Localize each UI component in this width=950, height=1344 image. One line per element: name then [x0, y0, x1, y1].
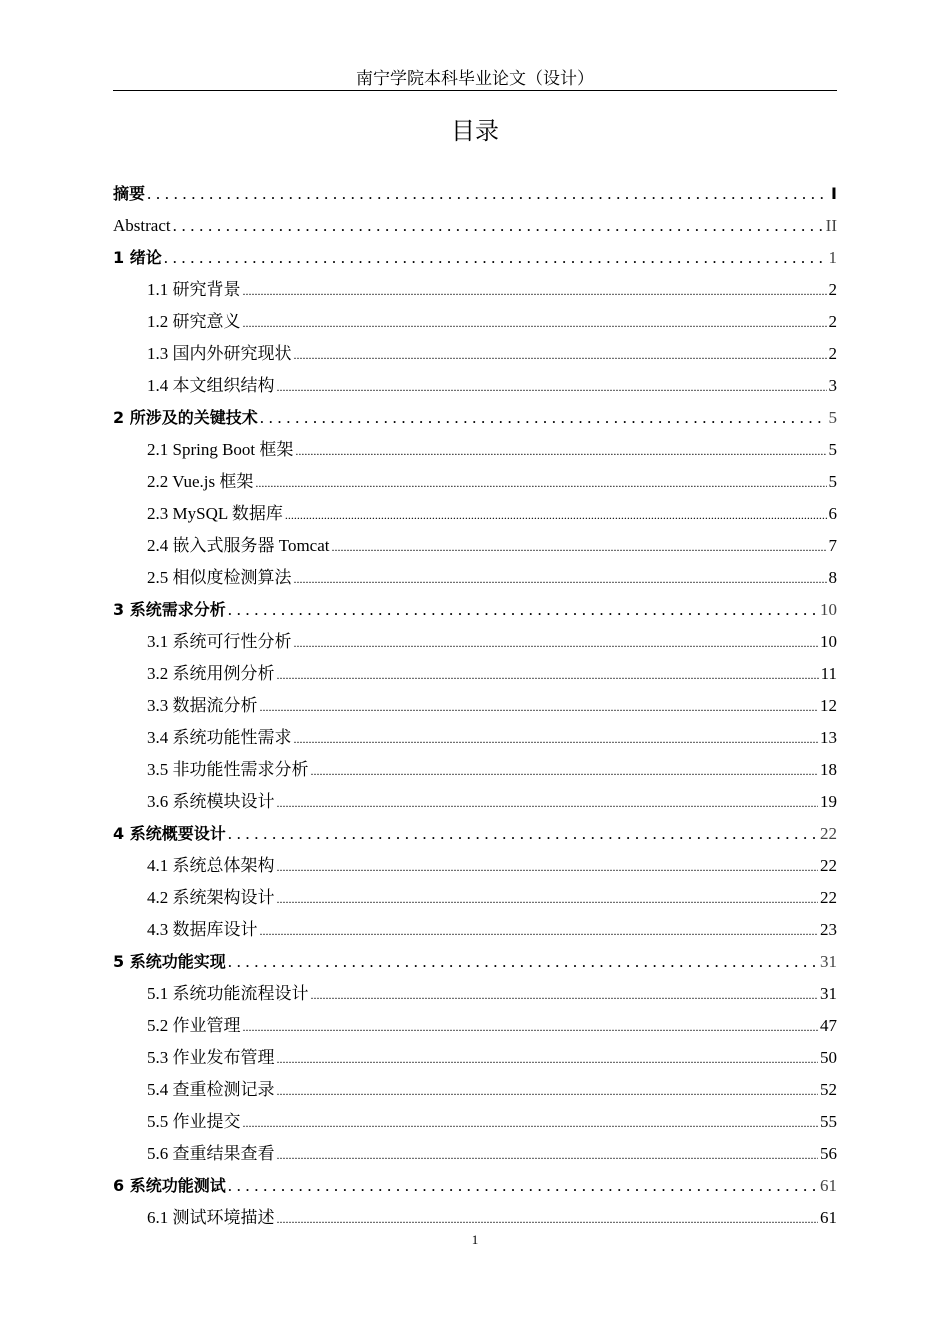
toc-entry-label: 3.6 系统模块设计 [147, 792, 275, 811]
toc-section-entry[interactable] [113, 658, 837, 690]
toc-entry-label: 4.3 数据库设计 [147, 920, 258, 939]
dot-leader [260, 691, 819, 723]
dot-leader [311, 755, 819, 787]
toc-chapter-entry[interactable] [113, 402, 837, 434]
dot-leader [228, 594, 818, 626]
toc-section-entry[interactable] [113, 1106, 837, 1138]
toc-entry-label: 5.1 系统功能流程设计 [147, 984, 309, 1003]
toc-entry-page: 55 [820, 1112, 837, 1131]
toc-entry-page: 3 [828, 376, 837, 395]
dot-leader [255, 467, 826, 499]
toc-entry-label: 1.1 研究背景 [147, 280, 241, 299]
toc-entry-label: 5.4 查重检测记录 [147, 1080, 275, 1099]
dot-leader [260, 402, 827, 434]
dot-leader [173, 210, 824, 242]
dot-leader [277, 851, 819, 883]
toc-section-entry[interactable] [113, 850, 837, 882]
toc-section-entry[interactable] [113, 1138, 837, 1170]
toc-entry-page: 12 [820, 696, 837, 715]
toc-entry-label: 5.2 作业管理 [147, 1016, 241, 1035]
toc-entry-page: 47 [820, 1016, 837, 1035]
toc-section-entry[interactable] [113, 1010, 837, 1042]
toc-entry-label: 2 所涉及的关键技术 [113, 408, 258, 427]
dot-leader [147, 178, 829, 210]
dot-leader [294, 723, 819, 755]
toc-entry-label: 5 系统功能实现 [113, 952, 226, 971]
toc-entry-label: 1.4 本文组织结构 [147, 376, 275, 395]
dot-leader [277, 659, 819, 691]
toc-entry-page: 22 [820, 888, 837, 907]
toc-entry-label: 1.2 研究意义 [147, 312, 241, 331]
toc-entry-label: 6.1 测试环境描述 [147, 1208, 275, 1227]
toc-entry-label: 3.1 系统可行性分析 [147, 632, 292, 651]
dot-leader [228, 1170, 818, 1202]
toc-entry-label: 2.5 相似度检测算法 [147, 568, 292, 587]
dot-leader [277, 1139, 819, 1171]
toc-entry-page: 10 [820, 600, 837, 619]
dot-leader [243, 1011, 819, 1043]
dot-leader [243, 307, 827, 339]
dot-leader [277, 1075, 819, 1107]
toc-entry-label: 2.2 Vue.js 框架 [147, 472, 254, 491]
dot-leader [277, 1043, 819, 1075]
toc-entry-label: 4.2 系统架构设计 [147, 888, 275, 907]
toc-chapter-entry[interactable] [113, 946, 837, 978]
toc-entry-page: 19 [820, 792, 837, 811]
toc-entry-label: 2.1 Spring Boot 框架 [147, 440, 294, 459]
dot-leader [228, 946, 818, 978]
dot-leader [331, 531, 826, 563]
toc-entry-label: 1.3 国内外研究现状 [147, 344, 292, 363]
toc-section-entry[interactable] [113, 466, 837, 498]
dot-leader [294, 627, 819, 659]
toc-entry-label: 2.3 MySQL 数据库 [147, 504, 283, 523]
toc-entry-page: 5 [828, 472, 837, 491]
toc-chapter-entry[interactable] [113, 818, 837, 850]
toc-section-entry[interactable] [113, 306, 837, 338]
toc-entry-page: 2 [828, 280, 837, 299]
toc-entry-label: 6 系统功能测试 [113, 1176, 226, 1195]
dot-leader [294, 563, 827, 595]
toc-entry-page: II [825, 216, 837, 235]
toc-section-entry[interactable] [113, 914, 837, 946]
toc-entry-label: 4.1 系统总体架构 [147, 856, 275, 875]
toc-section-entry[interactable] [113, 338, 837, 370]
dot-leader [228, 818, 818, 850]
toc-entry-label: 1 绪论 [113, 248, 162, 267]
toc-entry-page: 5 [828, 408, 837, 427]
table-of-contents [113, 178, 837, 1234]
toc-section-entry[interactable] [113, 530, 837, 562]
toc-entry-label: 5.6 查重结果查看 [147, 1144, 275, 1163]
toc-entry-label: 2.4 嵌入式服务器 Tomcat [147, 536, 330, 555]
toc-entry-page: 10 [820, 632, 837, 651]
toc-entry-page: 52 [820, 1080, 837, 1099]
dot-leader [243, 275, 827, 307]
dot-leader [277, 883, 819, 915]
toc-entry-page: 11 [820, 664, 837, 683]
toc-chapter-entry[interactable] [113, 1170, 837, 1202]
toc-entry-page: 31 [820, 984, 837, 1003]
toc-chapter-entry[interactable] [113, 210, 837, 242]
toc-entry-page: 13 [820, 728, 837, 747]
dot-leader [260, 915, 819, 947]
toc-section-entry[interactable] [113, 274, 837, 306]
toc-entry-page: 50 [820, 1048, 837, 1067]
dot-leader [277, 787, 819, 819]
toc-entry-label: 3.2 系统用例分析 [147, 664, 275, 683]
running-header: 南宁学院本科毕业论文（设计） [113, 68, 837, 91]
dot-leader [295, 435, 826, 467]
toc-entry-page: 8 [828, 568, 837, 587]
toc-entry-page: 18 [820, 760, 837, 779]
toc-entry-page: 5 [828, 440, 837, 459]
dot-leader [285, 499, 827, 531]
toc-entry-label: 摘要 [113, 184, 146, 203]
toc-chapter-entry[interactable] [113, 242, 837, 274]
toc-entry-page: 61 [820, 1208, 837, 1227]
toc-section-entry[interactable] [113, 1202, 837, 1234]
toc-entry-page: 31 [820, 952, 837, 971]
dot-leader [294, 339, 827, 371]
toc-section-entry[interactable] [113, 498, 837, 530]
toc-entry-page: 2 [828, 312, 837, 331]
toc-section-entry[interactable] [113, 434, 837, 466]
toc-chapter-entry[interactable] [113, 594, 837, 626]
toc-section-entry[interactable] [113, 722, 837, 754]
toc-section-entry[interactable] [113, 690, 837, 722]
toc-section-entry[interactable] [113, 882, 837, 914]
toc-section-entry[interactable] [113, 786, 837, 818]
toc-entry-page: 23 [820, 920, 837, 939]
toc-entry-page: 22 [820, 824, 837, 843]
toc-entry-page: 1 [828, 248, 837, 267]
dot-leader [277, 1203, 819, 1235]
toc-entry-label: 3.5 非功能性需求分析 [147, 760, 309, 779]
toc-section-entry[interactable] [113, 370, 837, 402]
page-number: 1 [471, 1232, 479, 1247]
dot-leader [277, 371, 827, 403]
dot-leader [311, 979, 819, 1011]
toc-entry-page: 56 [820, 1144, 837, 1163]
toc-entry-page: 61 [820, 1176, 837, 1195]
toc-section-entry[interactable] [113, 978, 837, 1010]
toc-entry-page: 22 [820, 856, 837, 875]
toc-entry-page: 7 [828, 536, 837, 555]
dot-leader [164, 242, 827, 274]
toc-section-entry[interactable] [113, 754, 837, 786]
toc-chapter-entry[interactable] [113, 178, 837, 210]
toc-entry-label: 5.5 作业提交 [147, 1112, 241, 1131]
toc-entry-page: 6 [828, 504, 837, 523]
toc-entry-label: 4 系统概要设计 [113, 824, 226, 843]
toc-section-entry[interactable] [113, 1042, 837, 1074]
toc-entry-label: Abstract [113, 216, 171, 235]
dot-leader [243, 1107, 819, 1139]
toc-entry-label: 5.3 作业发布管理 [147, 1048, 275, 1067]
toc-entry-label: 3 系统需求分析 [113, 600, 226, 619]
toc-entry-page: I [831, 184, 837, 203]
toc-entry-label: 3.3 数据流分析 [147, 696, 258, 715]
toc-entry-page: 2 [828, 344, 837, 363]
toc-title: 目录 [451, 117, 499, 145]
toc-entry-label: 3.4 系统功能性需求 [147, 728, 292, 747]
toc-section-entry[interactable] [113, 1074, 837, 1106]
toc-section-entry[interactable] [113, 626, 837, 658]
toc-section-entry[interactable] [113, 562, 837, 594]
